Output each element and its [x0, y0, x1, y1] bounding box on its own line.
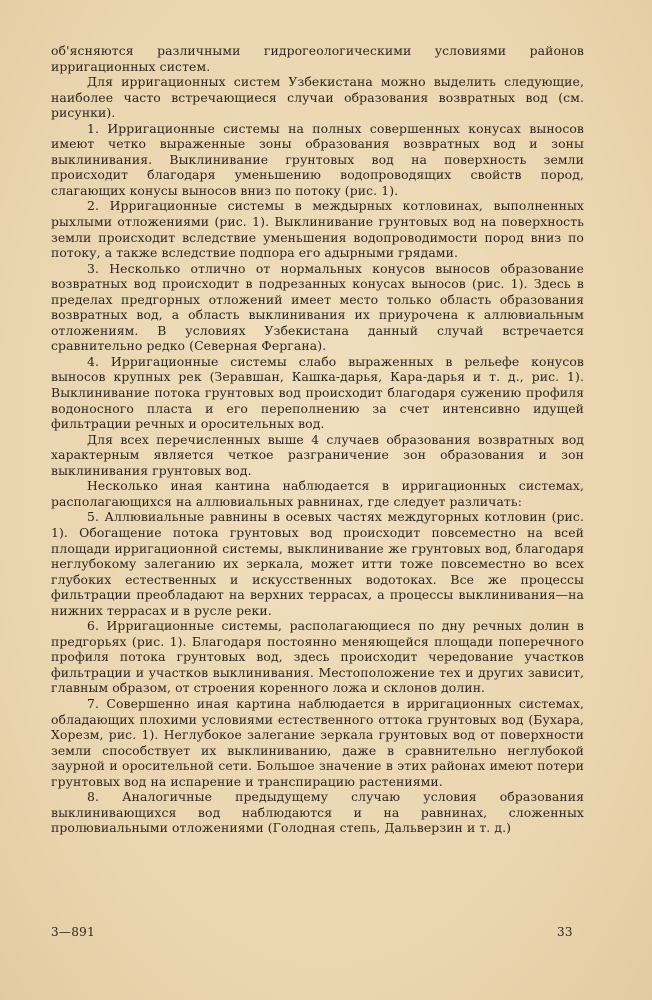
paragraph-case-4: 4. Ирригационные системы слабо выраженных в рельефе конусов выносов крупных рек (Зеравшан, Кашка-дарья, Кара-дарья и т. д., рис. 1). Выклинивание потока грунтовых вод происходит благодаря сужению профиля водоносного пласта и его переполнению за счет интенсивно идущей фильтрации речных и оросительных вод.: [51, 353, 584, 432]
page-number: 33: [557, 925, 573, 939]
paragraph-case-8: 8. Аналогичные предыдущему случаю условия образования выклинивающихся вод наблюдаются и на равнинах, сложенных пролювиальными отложениями (Голодная степь, Дальверзин и т. д.): [51, 789, 584, 836]
paragraph-summary: Для всех перечисленных выше 4 случаев образования возвратных вод характерным является четкое разграничение зон образования и зон выклинивания грунтовых вод.: [51, 431, 584, 478]
body-text: [51, 43, 584, 836]
paragraph-case-1: 1. Ирригационные системы на полных совершенных конусах выносов имеют четко выраженные зоны образования возвратных вод и зоны выклинивания. Выклинивание грунтовых вод на поверхность земли происходит благодаря уменьшению водопроводящих свойств пород, слагающих конусы выносов вниз по потоку (рис. 1).: [51, 120, 584, 198]
paragraph-continuation: об'ясняются различными гидрогеологическими условиями районов ирригационных систем.: [51, 43, 584, 74]
paragraph-case-3: 3. Несколько отлично от нормальных конусов выносов образование возвратных вод происходит в подрезанных конусах выносов (рис. 1). Здесь в пределах предгорных отложений имеет место только область образования возвратных вод, а область выклинивания их приурочена к аллювиальным отложениям. В условиях Узбекистана данный случай встречается сравнительно редко (Северная Фергана).: [51, 260, 584, 354]
printer-signature: 3—891: [51, 925, 96, 939]
paragraph-case-7: 7. Совершенно иная картина наблюдается в ирригационных системах, обладающих плохими условиями естественного оттока грунтовых вод (Бухара, Хорезм, рис. 1). Неглубокое залегание зеркала грунтовых вод от поверхности земли способствует их выклиниванию, даже в сравнительно неглубокой заурной и оросительной сети. Большое значение в этих районах имеют потери грунтовых вод на испарение и транспирацию растениями.: [51, 695, 584, 789]
paragraph-case-5: 5. Аллювиальные равнины в осевых частях междугорных котловин (рис. 1). Обогащение потока грунтовых вод происходит повсеместно на всей площади ирригационной системы, выклинивание же грунтовых вод, благодаря неглубокому залеганию их зеркала, может итти тоже повсеместно во всех глубоких естественных и искусственных водотоках. Все же процессы фильтрации преобладают на верхних террасах, а процессы выклинивания—на нижних террасах и в русле реки.: [51, 509, 584, 618]
paragraph-case-6: 6. Ирригационные системы, располагающиеся по дну речных долин в предгорьях (рис. 1). Благодаря постоянно меняющейся площади поперечного профиля потока грунтовых вод, здесь происходит чередование участков фильтрации и участков выклинивания. Местоположение тех и других зависит, главным образом, от строения коренного ложа и склонов долин.: [51, 618, 584, 696]
paragraph-alluvial-intro: Несколько иная кантина наблюдается в ирригационных системах, располагающихся на аллювиальных равнинах, где следует различать:: [51, 478, 584, 509]
paragraph-intro: Для ирригационных систем Узбекистана можно выделить следующие, наиболее часто встречающиеся случаи образования возвратных вод (см. рисунки).: [51, 74, 584, 121]
paragraph-case-2: 2. Ирригационные системы в междырных котловинах, выполненных рыхлыми отложениями (рис. 1). Выклинивание грунтовых вод на поверхность земли происходит вследствие уменьшения водопроводимости пород вниз по потоку, а также вследствие подпора его адырными грядами.: [51, 198, 584, 261]
